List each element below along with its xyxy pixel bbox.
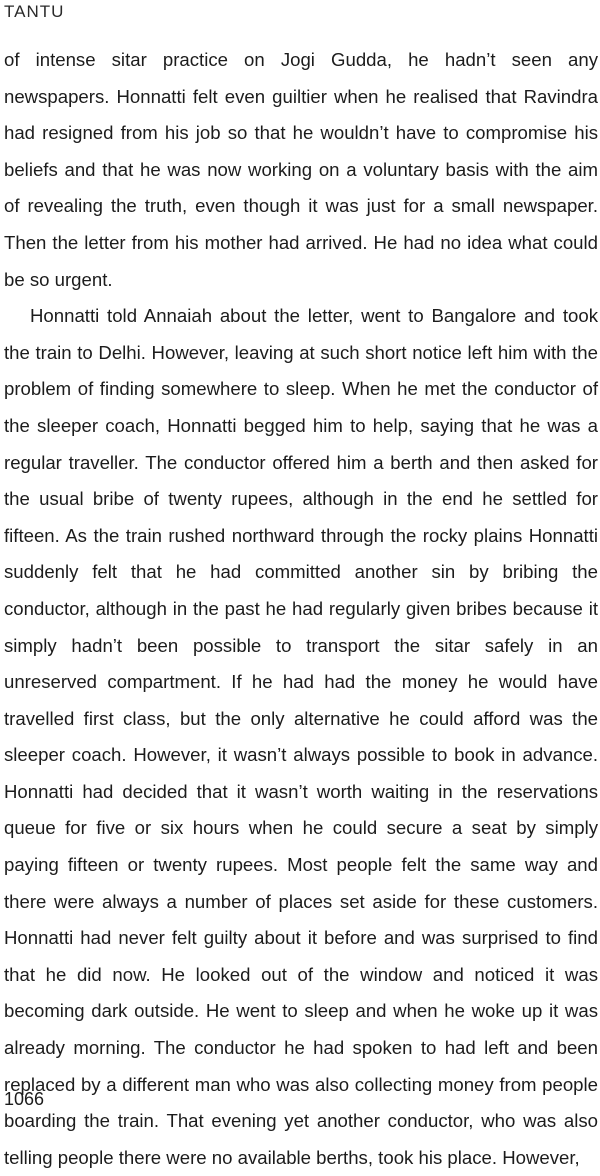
page-number: 1066 bbox=[4, 1089, 45, 1109]
running-head: TANTU bbox=[4, 2, 65, 21]
body-text bbox=[4, 42, 598, 1176]
paragraph-continued: of intense sitar practice on Jogi Gudda, he hadn’t seen any newspapers. Honnatti felt even guiltier when he realised that Ravindra had resigned from his job so that he wouldn’t have to compromise his beliefs and that he was now working on a voluntary basis with the aim of revealing the truth, even though it was just for a small newspaper. Then the letter from his mother had arrived. He had no idea what could be so urgent. bbox=[4, 49, 598, 290]
paragraph: Honnatti told Annaiah about the letter, went to Bangalore and took the train to Delhi. However, leaving at such short notice left him with the problem of finding somewhere to sleep. When he met the conductor of the sleeper coach, Honnatti begged him to help, saying that he was a regular traveller. The conductor offered him a berth and then asked for the usual bribe of twenty rupees, although in the end he settled for fifteen. As the train rushed northward through the rocky plains Honnatti suddenly felt that he had committed another sin by bribing the conductor, although in the past he had regularly given bribes because it simply hadn’t been possible to transport the sitar safely in an unreserved compartment. If he had had the money he would have travelled first class, but the only alternative he could afford was the sleeper coach. However, it wasn’t always possible to book in advance. Honnatti had decided that it wasn’t worth waiting in the reservations queue for five or six hours when he could secure a seat by simply paying fifteen or twenty rupees. Most people felt the same way and there were always a number of places set aside for these customers. Honnatti had never felt guilty about it before and was surprised to find that he did now. He looked out of the window and noticed it was becoming dark outside. He went to sleep and when he woke up it was already morning. The conductor he had spoken to had left and been replaced by a different man who was also collecting money from people boarding the train. That evening yet another conductor, who was also telling people there were no available berths, took his place. However, bbox=[4, 305, 598, 1168]
